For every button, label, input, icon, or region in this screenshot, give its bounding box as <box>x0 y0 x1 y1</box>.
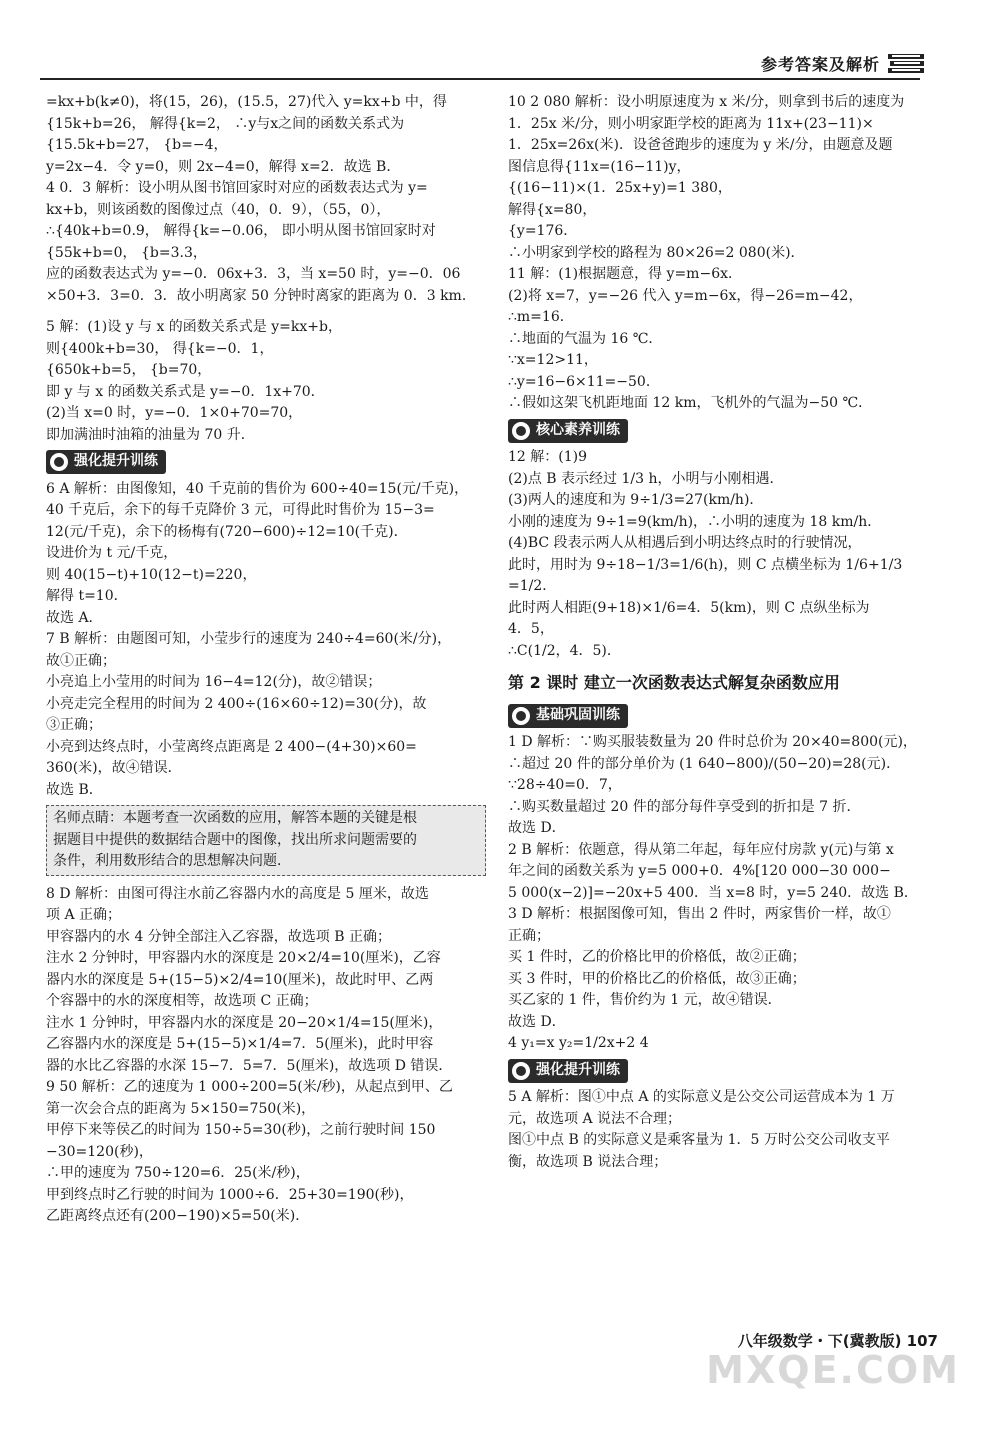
answer-line: 40 千克后，余下的每千克降价 3 元，可得此时售价为 15−3= <box>46 502 435 518</box>
answer-line: 故①正确； <box>46 652 116 669</box>
answer-line: 故选 A． <box>46 609 103 626</box>
right-column <box>508 92 948 1173</box>
answer-line: ∴假如这架飞机距地面 12 km，飞机外的气温为−50 ℃． <box>508 395 873 411</box>
section-badge-strengthen <box>46 450 166 474</box>
answer-line: 3 D 解析：根据图像可知，售出 2 件时，两家售价一样，故① <box>508 906 891 922</box>
answer-line: (2)当 x=0 时，y=−0．1×0+70=70， <box>46 405 303 421</box>
right-answers-block-2 <box>508 447 948 662</box>
answer-line: 器的水比乙容器的水深 15−7．5=7．5(厘米)，故选项 D 错误． <box>46 1057 453 1074</box>
answer-line: ∴y=16−6×11=−50． <box>508 373 660 390</box>
watermark: MXQE.COM <box>706 1348 960 1392</box>
page-footer: 八年级数学・下(冀教版) 107 <box>737 1332 938 1350</box>
answer-line: (3)两人的速度和为 9÷1/3=27(km/h)． <box>508 492 764 508</box>
answer-line: 项 A 正确； <box>46 907 122 923</box>
answer-line: 解得{x=80， <box>508 201 597 218</box>
answer-line: ∴购买数量超过 20 件的部分每件享受到的折扣是 7 折． <box>508 798 861 815</box>
answer-line: 据题目中提供的数据结合题中的图像，找出所求问题需要的 <box>53 831 417 848</box>
answer-line: 360(米)，故④错误． <box>46 760 182 776</box>
section-badge-core <box>508 419 628 443</box>
laurel-icon <box>50 453 68 471</box>
laurel-icon <box>512 1062 530 1080</box>
answer-line: 甲停下来等侯乙的时间为 150÷5=30(秒)，之前行驶时间 150 <box>46 1122 436 1138</box>
answer-line: 注水 2 分钟时，甲容器内水的深度是 20×2/4=10(厘米)，乙容 <box>46 950 441 966</box>
answer-line: ∵x=12>11， <box>508 352 598 368</box>
answer-line: 小亮追上小莹用的时间为 16−4=12(分)，故②错误； <box>46 674 382 690</box>
answer-line: 个容器中的水的深度相等，故选项 C 正确； <box>46 993 318 1009</box>
tip-text <box>53 808 479 873</box>
answer-line: {15.5k+b=27， {b=−4， <box>46 137 228 153</box>
right-answers-block-1 <box>508 92 948 415</box>
left-answers-block-1 <box>46 92 486 446</box>
laurel-icon <box>512 707 530 725</box>
answer-line: 即加满油时油箱的油量为 70 升． <box>46 426 255 443</box>
answer-line: 买 3 件时，甲的价格比乙的价格低，故③正确； <box>508 970 806 987</box>
answer-line: {15k+b=26， 解得{k=2， ∴y与x之间的函数关系式为 <box>46 115 405 132</box>
answer-line: 正确； <box>508 927 550 944</box>
laurel-icon <box>512 422 530 440</box>
answer-line: ∴小明家到学校的路程为 80×26=2 080(米)． <box>508 244 805 261</box>
answer-line: 则 40(15−t)+10(12−t)=220， <box>46 566 257 583</box>
answer-line: 小亮走完全程用的时间为 2 400÷(16×60÷12)=30(分)，故 <box>46 695 427 712</box>
answer-line: 4 y₁=x y₂=1/2x+2 4 <box>508 1035 649 1051</box>
answer-line: ∵28÷40=0．7， <box>508 777 622 793</box>
right-answers-block-3 <box>508 732 948 1055</box>
answer-line: ×50+3．3=0．3．故小明离家 50 分钟时离家的距离为 0．3 km． <box>46 287 476 304</box>
answer-line: 4．5， <box>508 621 554 637</box>
answer-line: 1．25x=26x(米)．设爸爸跑步的速度为 y 米/分，由题意及题 <box>508 137 893 153</box>
answer-line: 设进价为 t 元/千克， <box>46 545 178 561</box>
answer-line: 衡，故选项 B 说法合理； <box>508 1153 668 1170</box>
answer-line: 故选 B． <box>46 781 103 798</box>
answer-line: 10 2 080 解析：设小明原速度为 x 米/分，则拿到书后的速度为 <box>508 94 905 110</box>
answer-line: 甲到终点时乙行驶的时间为 1000÷6．25+30=190(秒)， <box>46 1186 414 1203</box>
answer-line: ∴甲的速度为 750÷120=6．25(米/秒)， <box>46 1165 310 1181</box>
answer-line: 6 A 解析：由图像知，40 千克前的售价为 600÷40=15(元/千克)， <box>46 480 469 497</box>
answer-line: ③正确； <box>46 717 102 733</box>
answer-line: 注水 1 分钟时，甲容器内水的深度是 20−20×1/4=15(厘米)， <box>46 1014 443 1031</box>
answer-line: 此时两人相距(9+18)×1/6=4．5(km)，则 C 点纵坐标为 <box>508 599 870 616</box>
answer-line: {(16−11)×(1．25x+y)=1 380， <box>508 180 732 196</box>
answer-line: 则{400k+b=30， 得{k=−0．1， <box>46 340 274 357</box>
answer-line: 12 解：(1)9 <box>508 449 588 465</box>
section-badge-strengthen-2 <box>508 1059 628 1083</box>
answer-line: {55k+b=0， {b=3.3， <box>46 244 207 261</box>
answer-line: 小刚的速度为 9÷1=9(km/h)，∴小明的速度为 18 km/h． <box>508 513 882 530</box>
answer-line: 8 D 解析：由图可得注水前乙容器内水的高度是 5 厘米，故选 <box>46 885 429 902</box>
section-title: 强化提升训练 <box>536 1061 620 1078</box>
answer-line: 甲容器内的水 4 分钟全部注入乙容器，故选项 B 正确； <box>46 928 391 945</box>
header-title: 参考答案及解析 <box>760 55 880 74</box>
answer-line: =1/2． <box>508 578 557 594</box>
answer-line: 5 解：(1)设 y 与 x 的函数关系式是 y=kx+b， <box>46 319 342 335</box>
page-header <box>40 50 940 82</box>
answer-line: (2)将 x=7，y=−26 代入 y=m−6x，得−26=m−42， <box>508 287 863 304</box>
answer-line: 乙距离终点还有(200−190)×5=50(米)． <box>46 1208 310 1224</box>
section-badge-basic <box>508 704 628 728</box>
answer-line: 年之间的函数关系为 y=5 000+0．4%[120 000−30 000− <box>508 863 891 879</box>
section-title: 基础巩固训练 <box>536 706 620 723</box>
teacher-tip-box <box>46 805 486 876</box>
answer-line: −30=120(秒)， <box>46 1143 153 1160</box>
left-answers-block-3 <box>46 884 486 1228</box>
answer-line: 小亮到达终点时，小莹离终点距离是 2 400−(4+30)×60= <box>46 738 417 755</box>
answer-line: 11 解：(1)根据题意，得 y=m−6x． <box>508 266 742 282</box>
answer-line: kx+b，则该函数的图像过点（40，0．9），（55，0）， <box>46 201 391 218</box>
answer-line: 元，故选项 A 说法不合理； <box>508 1110 682 1127</box>
answer-line: 买 1 件时，乙的价格比甲的价格低，故②正确； <box>508 949 806 965</box>
answer-line: 图信息得{11x=(16−11)y， <box>508 158 691 175</box>
answer-line: 图①中点 B 的实际意义是乘客量为 1．5 万时公交公司收支平 <box>508 1132 890 1148</box>
lesson-title: 第 2 课时 建立一次函数表达式解复杂函数应用 <box>508 673 840 692</box>
answer-line: 此时，用时为 9÷18−1/3=1/6(h)，则 C 点横坐标为 1/6+1/3 <box>508 556 903 573</box>
answer-line: 故选 D． <box>508 1013 566 1030</box>
answer-line: 故选 D． <box>508 820 566 836</box>
answer-line: =kx+b(k≠0)，将(15，26)，(15.5，27)代入 y=kx+b 中，得 <box>46 94 447 110</box>
answer-line: {650k+b=5， {b=70， <box>46 362 212 378</box>
answer-line: ∴m=16． <box>508 309 574 325</box>
answer-line: 应的函数表达式为 y=−0．06x+3．3，当 x=50 时，y=−0．06 <box>46 266 461 282</box>
answer-line: 2 B 解析：依题意，得从第二年起，每年应付房款 y(元)与第 x <box>508 841 894 858</box>
answer-line: 5 A 解析：图①中点 A 的实际意义是公交公司运营成本为 1 万 <box>508 1089 895 1105</box>
header-rule <box>40 78 920 80</box>
left-column <box>46 92 486 1228</box>
answer-line: ∴超过 20 件的部分单价为 (1 640−800)/(50−20)=28(元)． <box>508 755 901 772</box>
answer-line: ∴{40k+b=0.9， 解得{k=−0.06， 即小明从图书馆回家时对 <box>46 223 436 239</box>
section-title: 核心素养训练 <box>536 421 620 438</box>
answer-line: 即 y 与 x 的函数关系式是 y=−0．1x+70． <box>46 383 325 400</box>
answer-line: y=2x−4．令 y=0，则 2x−4=0，解得 x=2．故选 B． <box>46 158 401 175</box>
answer-line: 条件，利用数形结合的思想解决问题． <box>53 853 291 869</box>
answer-line: 乙容器内水的深度是 5+(15−5)×1/4=7．5(厘米)，此时甲容 <box>46 1036 434 1052</box>
answer-line: 12(元/千克)，余下的杨梅有(720−600)÷12=10(千克)． <box>46 523 408 540</box>
section-title: 强化提升训练 <box>74 453 158 470</box>
right-answers-block-4 <box>508 1087 948 1173</box>
answer-line: {y=176． <box>508 223 578 239</box>
answer-line: (2)点 B 表示经过 1/3 h，小明与小刚相遇． <box>508 470 784 487</box>
answer-line: (4)BC 段表示两人从相遇后到小明达终点时的行驶情况， <box>508 535 862 551</box>
answer-line: 器内水的深度是 5+(15−5)×2/4=10(厘米)，故此时甲、乙两 <box>46 971 434 988</box>
answer-line: ∴地面的气温为 16 ℃． <box>508 330 663 347</box>
answer-line: ∴C(1/2，4．5)． <box>508 642 621 659</box>
answer-line: 名师点睛：本题考查一次函数的应用，解答本题的关键是根 <box>53 810 417 826</box>
answer-line: 1 D 解析：∵购买服装数量为 20 件时总价为 20×40=800(元)， <box>508 734 917 750</box>
answer-line <box>46 307 486 317</box>
left-answers-block-2 <box>46 479 486 802</box>
answer-line: 第一次会合点的距离为 5×150=750(米)， <box>46 1100 316 1117</box>
answer-line: 4 0．3 解析：设小明从图书馆回家时对应的函数表达式为 y= <box>46 180 428 196</box>
answer-line: 5 000(x−2)]=−20x+5 400．当 x=8 时，y=5 240．故选 B． <box>508 884 918 901</box>
answer-line: 解得 t=10． <box>46 588 128 604</box>
answer-line: 买乙家的 1 件，售价约为 1 元，故④错误． <box>508 992 782 1008</box>
book-stack-icon <box>886 50 928 78</box>
answer-line: 9 50 解析：乙的速度为 1 000÷200=5(米/秒)，从起点到甲、乙 <box>46 1079 453 1095</box>
answer-line: 7 B 解析：由题图可知，小莹步行的速度为 240÷4=60(米/分)， <box>46 631 452 647</box>
answer-line: 1．25x 米/分，则小明家距学校的距离为 11x+(23−11)× <box>508 115 874 132</box>
